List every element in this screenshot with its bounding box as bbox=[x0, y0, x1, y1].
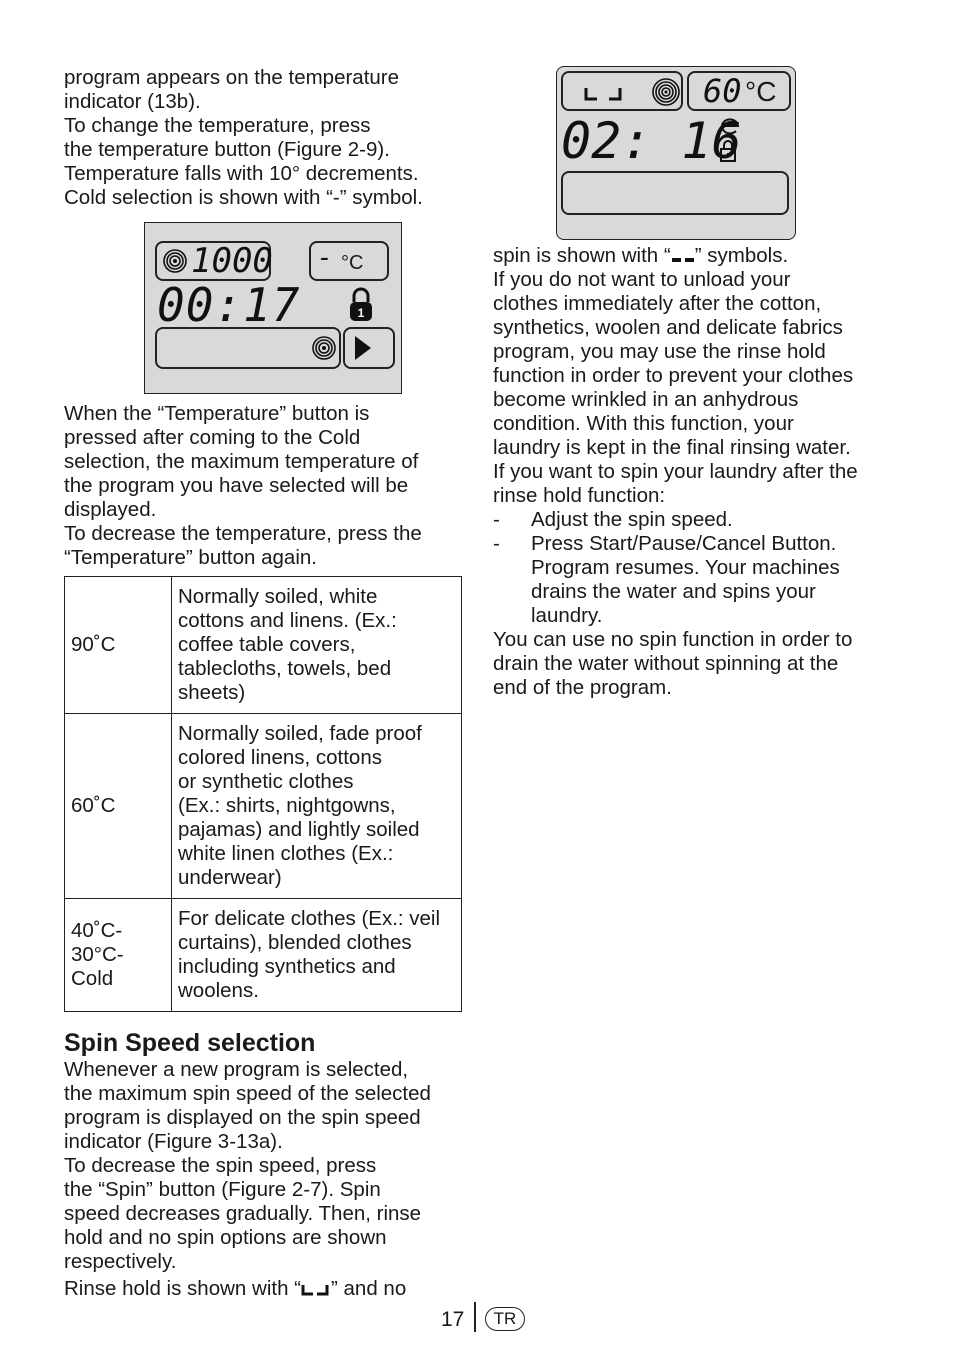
footer-divider bbox=[474, 1302, 476, 1332]
remaining-time: 00:17 bbox=[157, 278, 301, 332]
door-lock-icon bbox=[719, 139, 737, 163]
spin-speed-value: 1000 bbox=[191, 241, 273, 281]
play-icon bbox=[353, 334, 373, 362]
temperature-unit: °C bbox=[745, 76, 777, 107]
no-spin-symbol-icon bbox=[671, 250, 695, 264]
rinse-hold-symbol-icon bbox=[583, 86, 623, 102]
table-row bbox=[65, 577, 462, 714]
table-row bbox=[65, 714, 462, 899]
rinse-hold-symbol-icon bbox=[301, 1283, 331, 1297]
spin-spiral-icon bbox=[651, 77, 681, 107]
list-item: - Press Start/Pause/Cancel Button. Program resumes. Your machines drains the water and spins your laundry. bbox=[493, 532, 840, 627]
temperature-indicator bbox=[309, 241, 389, 281]
no-spin-line: spin is shown with “ ” symbols. bbox=[493, 244, 789, 267]
temperature-indicator bbox=[687, 71, 791, 111]
remaining-time: 02: 16 bbox=[561, 112, 742, 170]
svg-text:1: 1 bbox=[357, 306, 365, 320]
start-play-indicator bbox=[343, 327, 395, 369]
rinse-hold-line: Rinse hold is shown with “ ” and no bbox=[64, 1277, 407, 1300]
description-cell: Normally soiled, fade proof colored linens, cottons or synthetic clothes (Ex.: shirts, nightgowns, pajamas) and lightly soiled white linen clothes (Ex.: underwear) bbox=[172, 714, 462, 899]
temperature-cell: 90˚C bbox=[65, 577, 172, 714]
list-item: - Adjust the spin speed. bbox=[493, 508, 733, 531]
spin-spiral-icon bbox=[311, 335, 337, 361]
spin-speed-indicator bbox=[155, 241, 271, 281]
temperature-cell: 60˚C bbox=[65, 714, 172, 899]
spin-spiral-icon bbox=[162, 248, 188, 274]
left-column bbox=[64, 66, 464, 1301]
display-figure-rinse-hold bbox=[556, 66, 796, 240]
description-cell: For delicate clothes (Ex.: veil curtains), blended clothes including synthetics and woolens. bbox=[172, 899, 462, 1012]
program-progress-bar bbox=[155, 327, 341, 369]
temperature-paragraph: When the “Temperature” button is pressed after coming to the Cold selection, the maximum temperature of the program you have selected will be displayed. To decrease the temperature, press the “Temperature” button again. bbox=[64, 402, 422, 569]
display-figure-temperature bbox=[144, 222, 402, 394]
page-footer bbox=[0, 1302, 954, 1336]
intro-paragraph: program appears on the temperature indicator (13b). To change the temperature, press the temperature button (Figure 2-9). Temperature falls with 10° decrements. Cold selection is shown with “-” symbol. bbox=[64, 66, 423, 209]
temperature-unit: °C bbox=[341, 252, 364, 274]
language-badge: TR bbox=[485, 1307, 525, 1331]
energy-e-icon bbox=[719, 117, 741, 135]
description-cell: Normally soiled, white cottons and linens. (Ex.: coffee table covers, tablecloths, towels, bed sheets) bbox=[172, 577, 462, 714]
program-progress-bar bbox=[561, 171, 789, 215]
door-lock-icon bbox=[347, 287, 375, 323]
page-number: 17 bbox=[441, 1308, 465, 1331]
temperature-cell: 40˚C- 30°C- Cold bbox=[65, 899, 172, 1012]
temperature-table bbox=[64, 576, 462, 1012]
temperature-value: 60 bbox=[703, 72, 742, 110]
right-column bbox=[493, 244, 893, 700]
rinse-hold-paragraph: If you do not want to unload your clothes immediately after the cotton, synthetics, woolen and delicate fabrics program, you may use the rinse hold function in order to prevent your clothes become wrinkled in an anhydrous condition. With this function, your laundry is kept in the final rinsing water. If you want to spin your laundry after the rinse hold function: bbox=[493, 268, 858, 507]
table-row bbox=[65, 899, 462, 1012]
no-spin-paragraph: You can use no spin function in order to drain the water without spinning at the end of the program. bbox=[493, 628, 853, 699]
temperature-dash: - bbox=[317, 243, 333, 273]
spin-paragraph: Whenever a new program is selected, the maximum spin speed of the selected program is displayed on the spin speed indicator (Figure 3-13a). To decrease the spin speed, press the “Spin” button (Figure 2-7). Spin speed decreases gradually. Then, rinse hold and no spin options are shown respectively. bbox=[64, 1058, 431, 1273]
section-heading: Spin Speed selection bbox=[64, 1029, 316, 1057]
spin-speed-indicator bbox=[561, 71, 683, 111]
